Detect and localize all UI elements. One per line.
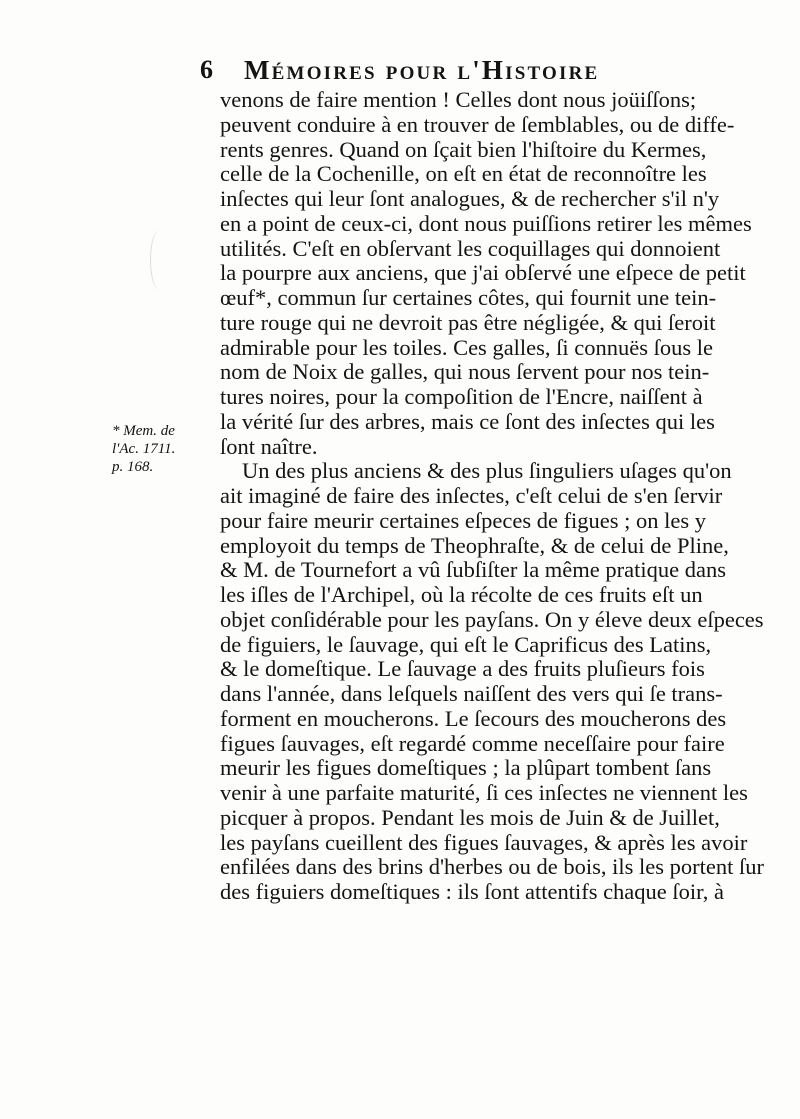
page-header (200, 54, 780, 90)
text-line: ſont naître. (220, 433, 318, 459)
page-smudge (150, 230, 169, 290)
text-line: ture rouge qui ne devroit pas être négligée, & qui ſeroit (220, 309, 716, 335)
running-title: Mémoires pour l'Histoire (244, 55, 600, 85)
text-line: venir à une parfaite maturité, ſi ces inſectes ne viennent les (220, 780, 748, 805)
text-line: inſectes qui leur ſont analogues, & de rechercher s'il n'y (220, 186, 720, 211)
text-line: les iſles de l'Archipel, où la récolte de ces fruits eſt un (220, 582, 703, 607)
text-line: & M. de Tournefort a vû ſubſiſter la même pratique dans (220, 557, 726, 583)
body-text (220, 88, 792, 905)
text-line: de figuiers, le ſauvage, qui eſt le Caprificus des Latins, (220, 631, 712, 657)
text-line: meurir les figues domeſtiques ; la plûpart tombent ſans (220, 755, 712, 781)
text-line: celle de la Cochenille, on eſt en état de reconnoître les (220, 161, 707, 187)
text-line: ait imaginé de faire des inſectes, c'eſt celui de s'en ſervir (220, 483, 723, 508)
text-line: forment en moucherons. Le ſecours des moucherons des (220, 705, 727, 731)
text-line: la pourpre aux anciens, que j'ai obſervé une eſpece de petit (220, 260, 746, 286)
text-line: en a point de ceux-ci, dont nous puiſſions retirer les mêmes (220, 210, 752, 236)
margin-note (112, 422, 204, 476)
text-line: dans l'année, dans leſquels naiſſent des vers qui ſe trans- (220, 681, 723, 706)
margin-note-line: * Mem. de (112, 423, 175, 439)
text-line: la vérité ſur des arbres, mais ce ſont des inſectes qui les (220, 408, 715, 434)
text-line: tures noires, pour la compoſition de l'Encre, naiſſent à (220, 384, 703, 409)
text-line: employoit du temps de Theophraſte, & de celui de Pline, (220, 532, 729, 558)
text-line: les payſans cueillent des figues ſauvages, & après les avoir (220, 829, 748, 855)
text-line: des figuiers domeſtiques : ils ſont attentifs chaque ſoir, à (220, 879, 724, 904)
text-line: enfilées dans des brins d'herbes ou de bois, ils les portent ſur (220, 854, 764, 880)
text-line: rents genres. Quand on ſçait bien l'hiſtoire du Kermes, (220, 136, 707, 162)
text-line: picquer à propos. Pendant les mois de Juin & de Juillet, (220, 804, 720, 830)
text-line: utilités. C'eſt en obſervant les coquillages qui donnoient (220, 235, 721, 261)
text-line: admirable pour les toiles. Ces galles, ſi connuës ſous le (220, 334, 714, 360)
text-line: & le domeſtique. Le ſauvage a des fruits pluſieurs fois (220, 656, 705, 682)
margin-note-line: p. 168. (112, 459, 154, 475)
margin-note-line: l'Ac. 1711. (112, 441, 176, 457)
text-line: peuvent conduire à en trouver de ſemblables, ou de diffe- (220, 111, 735, 137)
text-line: Un des plus anciens & des plus ſinguliers uſages qu'on (242, 458, 732, 484)
text-line: figues ſauvages, eſt regardé comme neceſſaire pour faire (220, 730, 725, 756)
text-line: venons de faire mention ! Celles dont nous joüiſſons; (220, 87, 697, 112)
text-line: objet conſidérable pour les payſans. On y éleve deux eſpeces (220, 606, 764, 632)
text-line: nom de Noix de galles, qui nous ſervent pour nos tein- (220, 359, 710, 385)
text-line: pour faire meurir certaines eſpeces de figues ; on les y (220, 507, 707, 533)
page-number: 6 (200, 55, 213, 84)
text-line: œuf*, commun ſur certaines côtes, qui fournit une tein- (220, 285, 717, 310)
